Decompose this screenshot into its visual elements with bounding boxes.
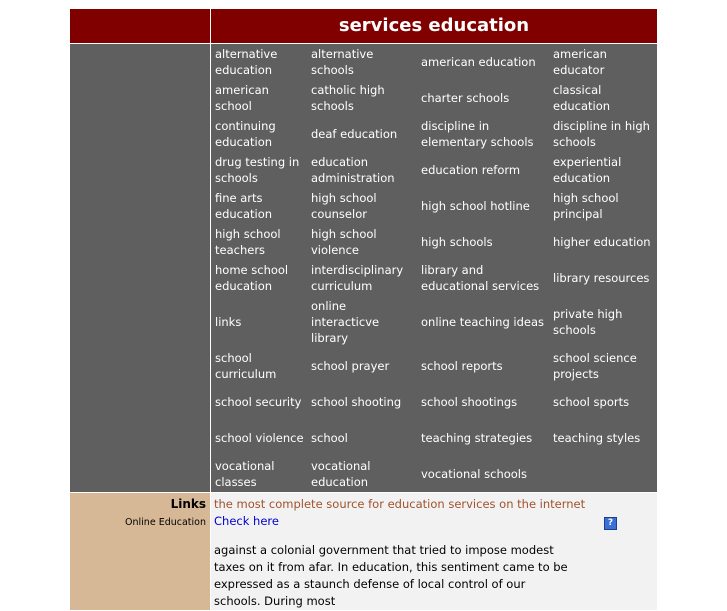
topic-link[interactable]: high school teachers — [215, 227, 281, 257]
topic-link[interactable]: school prayer — [311, 359, 390, 373]
topic-link[interactable]: interdisciplinary curriculum — [311, 263, 404, 293]
topic-grid — [211, 44, 659, 492]
topic-row — [211, 420, 659, 456]
topic-link[interactable]: school reports — [421, 359, 503, 373]
page-layout — [69, 8, 658, 611]
topic-link[interactable]: deaf education — [311, 127, 398, 141]
topic-link[interactable]: school security — [215, 395, 302, 409]
topic-link[interactable]: private high schools — [553, 307, 623, 337]
topic-link[interactable]: american education — [421, 55, 536, 69]
topic-row — [211, 188, 659, 224]
topic-link[interactable]: home school education — [215, 263, 289, 293]
topic-link[interactable]: high school principal — [553, 191, 619, 221]
empty-cell — [549, 456, 659, 492]
topic-link[interactable]: alternative schools — [311, 47, 374, 77]
topic-row — [211, 80, 659, 116]
topic-link[interactable]: library resources — [553, 271, 650, 285]
page-title: services education — [211, 9, 657, 43]
topic-link[interactable]: education reform — [421, 163, 521, 177]
topic-row — [211, 152, 659, 188]
topic-link[interactable]: high school hotline — [421, 199, 530, 213]
topic-link[interactable]: discipline in elementary schools — [421, 119, 534, 149]
topic-row — [211, 44, 659, 80]
topic-link[interactable]: charter schools — [421, 91, 510, 105]
topic-link[interactable]: discipline in high schools — [553, 119, 650, 149]
topic-row — [211, 348, 659, 384]
topic-link[interactable]: higher education — [553, 235, 651, 249]
topic-row — [211, 116, 659, 152]
topic-link[interactable]: high school violence — [311, 227, 377, 257]
topic-link[interactable]: school sports — [553, 395, 630, 409]
topic-link[interactable]: teaching strategies — [421, 431, 533, 445]
check-here-link[interactable]: Check here — [214, 514, 279, 528]
topic-link[interactable]: school shooting — [311, 395, 402, 409]
topic-link[interactable]: experiential education — [553, 155, 622, 185]
topic-link[interactable]: classical education — [553, 83, 611, 113]
topic-link[interactable]: high schools — [421, 235, 493, 249]
topic-link[interactable]: school — [311, 431, 348, 445]
topic-link[interactable]: education administration — [311, 155, 395, 185]
topic-link[interactable]: online teaching ideas — [421, 315, 545, 329]
topic-link[interactable]: teaching styles — [553, 431, 641, 445]
topic-row — [211, 384, 659, 420]
topic-grid-container — [211, 44, 657, 492]
topic-link[interactable]: school shootings — [421, 395, 518, 409]
topic-row — [211, 224, 659, 260]
links-sidebar — [70, 493, 210, 610]
topic-link[interactable]: continuing education — [215, 119, 276, 149]
help-icon[interactable]: ? — [604, 517, 617, 530]
topic-link[interactable]: vocational schools — [421, 467, 527, 481]
tagline-link[interactable]: the most complete source for education services on the internet — [214, 497, 586, 511]
links-heading: Links — [170, 497, 206, 511]
topic-link[interactable]: drug testing in schools — [215, 155, 300, 185]
topic-link[interactable]: links — [215, 315, 242, 329]
sidebar-blank — [70, 44, 210, 492]
topic-link[interactable]: american school — [215, 83, 269, 113]
header-left-cell — [70, 9, 210, 43]
topic-link[interactable]: online interacticve library — [311, 299, 380, 345]
topic-link[interactable]: alternative education — [215, 47, 278, 77]
content-area — [211, 493, 657, 610]
topic-link[interactable]: fine arts education — [215, 191, 273, 221]
topic-row — [211, 296, 659, 348]
topic-row — [211, 260, 659, 296]
online-education-link[interactable]: Online Education — [125, 517, 206, 528]
topic-row — [211, 456, 659, 492]
topic-link[interactable]: high school counselor — [311, 191, 377, 221]
topic-link[interactable]: school science projects — [553, 351, 637, 381]
topic-link[interactable]: american educator — [553, 47, 607, 77]
topic-link[interactable]: school violence — [215, 431, 304, 445]
topic-link[interactable]: school curriculum — [215, 351, 277, 381]
topic-link[interactable]: vocational education — [311, 459, 371, 489]
body-paragraph: against a colonial government that tried to impose modest taxes on it from afar. In education, this sentiment came to be expressed as a staunch defense of local control of our schools. During most — [214, 543, 568, 608]
topic-link[interactable]: vocational classes — [215, 459, 275, 489]
topic-link[interactable]: library and educational services — [421, 263, 540, 293]
topic-link[interactable]: catholic high schools — [311, 83, 385, 113]
